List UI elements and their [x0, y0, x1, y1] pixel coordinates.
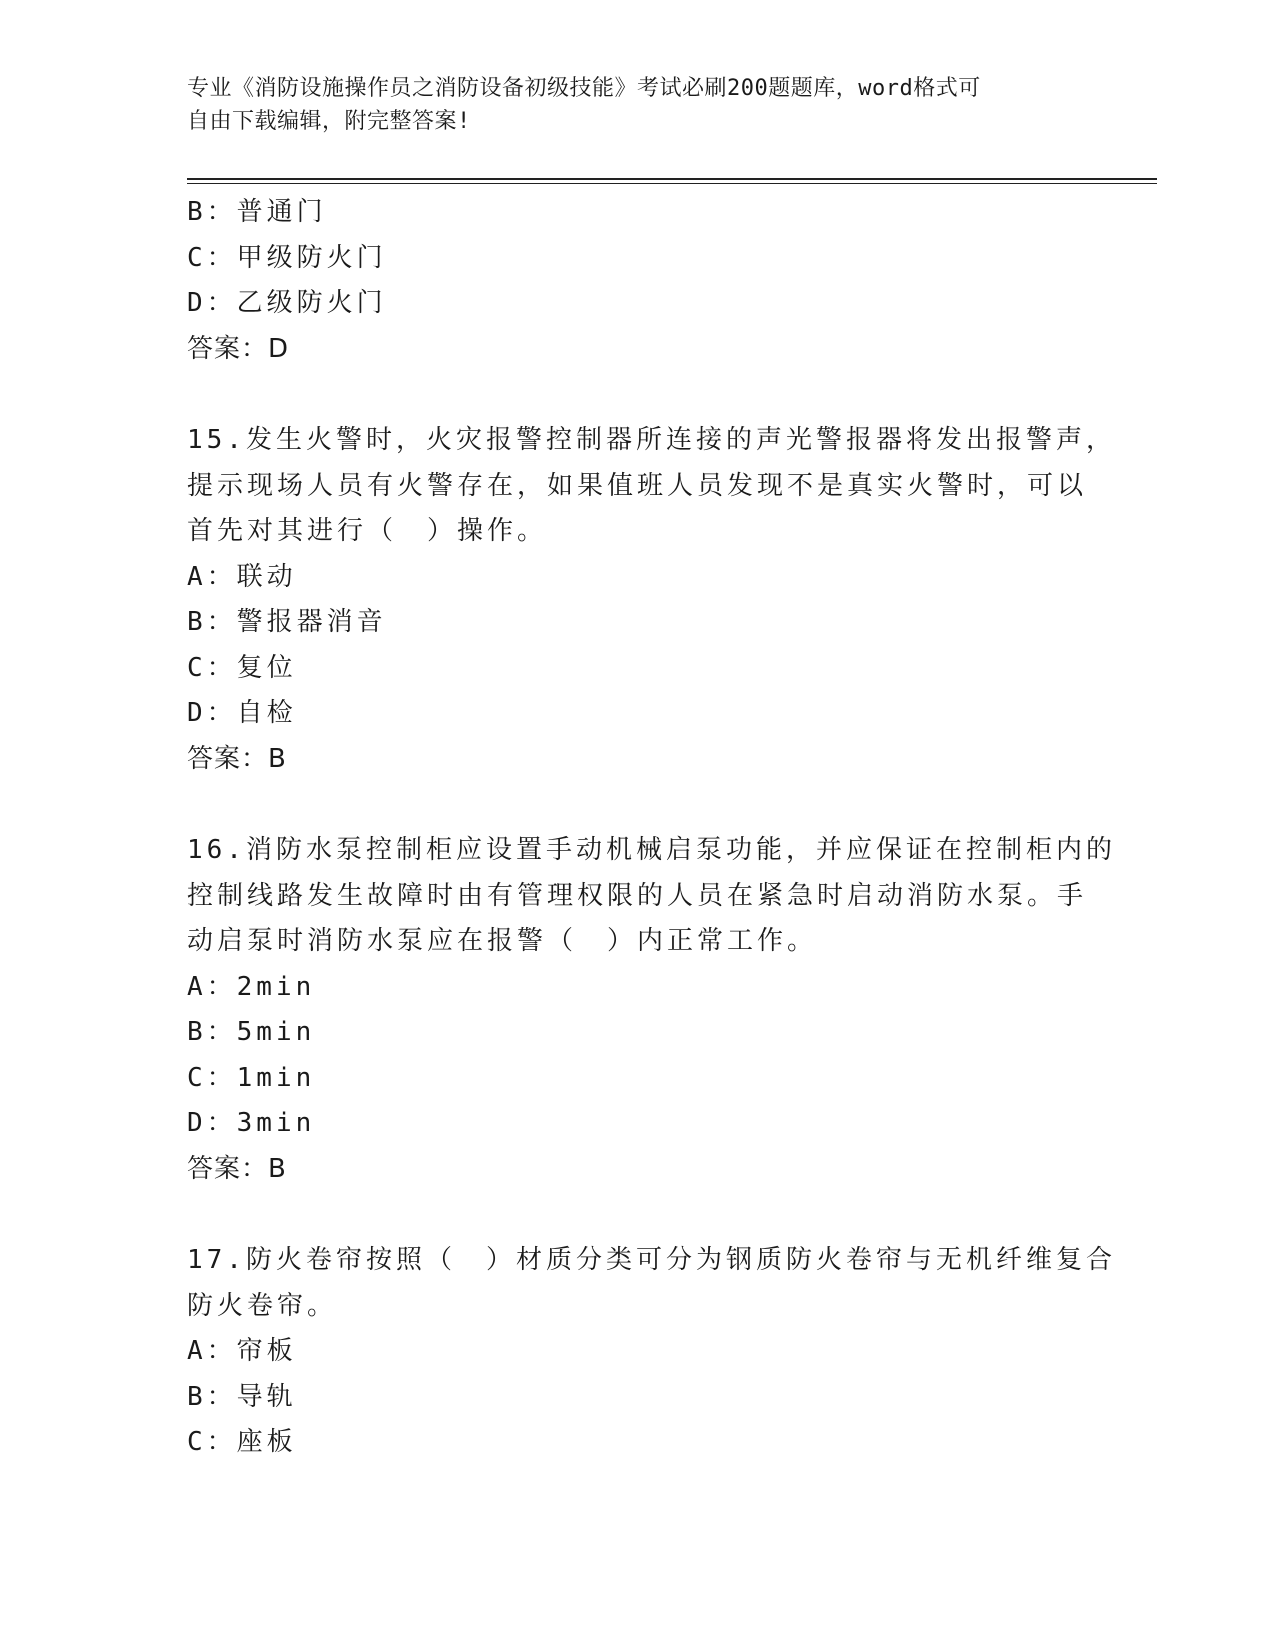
header-divider-thin	[187, 183, 1157, 184]
question-17	[187, 1238, 1116, 1466]
question-stem-line: 首先对其进行（ ）操作。	[187, 516, 548, 546]
question-16	[187, 828, 1116, 1192]
question-14	[187, 190, 1087, 372]
answer: 答案：B	[187, 1153, 287, 1184]
option-a: A：帘板	[187, 1336, 297, 1366]
question-stem-line: 动启泵时消防水泵应在报警（ ）内正常工作。	[187, 926, 818, 956]
question-15	[187, 418, 1116, 782]
page-header	[187, 72, 1087, 138]
question-stem-line: 16.消防水泵控制柜应设置手动机械启泵功能，并应保证在控制柜内的	[187, 835, 1116, 865]
option-d: D：乙级防火门	[187, 288, 387, 318]
option-d: D：3min	[187, 1108, 316, 1138]
option-a: A：2min	[187, 971, 316, 1002]
option-a: A：联动	[187, 561, 297, 592]
header-divider-thick	[187, 178, 1157, 180]
option-d: D：自检	[187, 698, 297, 728]
answer: 答案：B	[187, 743, 287, 774]
option-b: B：导轨	[187, 1381, 297, 1412]
question-stem-line: 控制线路发生故障时由有管理权限的人员在紧急时启动消防水泵。手	[187, 880, 1088, 911]
header-line-2: 自由下载编辑，附完整答案!	[187, 109, 471, 134]
question-stem-line: 17.防火卷帘按照（ ）材质分类可分为钢质防火卷帘与无机纤维复合	[187, 1245, 1116, 1275]
question-stem-line: 提示现场人员有火警存在，如果值班人员发现不是真实火警时，可以	[187, 470, 1088, 501]
option-b: B：普通门	[187, 197, 327, 227]
question-stem-line: 防火卷帘。	[187, 1290, 338, 1321]
option-b: B：警报器消音	[187, 607, 387, 637]
option-c: C：复位	[187, 652, 297, 683]
question-stem-line: 15.发生火警时，火灾报警控制器所连接的声光警报器将发出报警声，	[187, 425, 1116, 455]
question-list	[187, 190, 1116, 1466]
answer: 答案：D	[187, 333, 290, 364]
option-b: B：5min	[187, 1017, 316, 1047]
option-c: C：座板	[187, 1427, 297, 1457]
header-line-1: 专业《消防设施操作员之消防设备初级技能》考试必刷200题题库，word格式可	[187, 76, 981, 101]
option-c: C：1min	[187, 1062, 316, 1093]
option-c: C：甲级防火门	[187, 242, 387, 273]
